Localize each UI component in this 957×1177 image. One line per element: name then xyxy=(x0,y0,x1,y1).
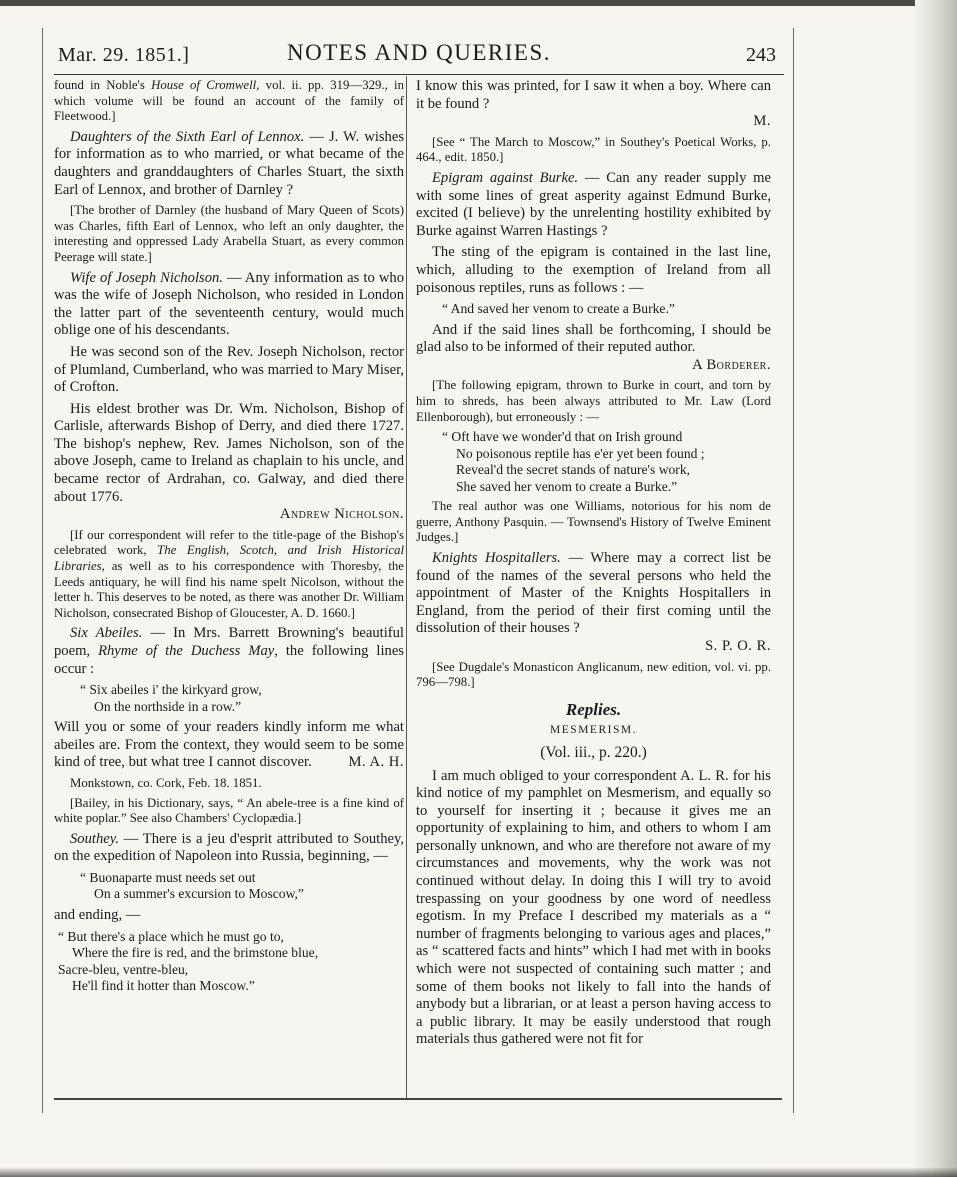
signature-mah: M. A. H. xyxy=(348,754,404,771)
query-southey: Southey. — There is a jeu d'esprit attributed to Southey, on the expedition of Napoleon into Russia, beginning, — xyxy=(54,830,404,865)
page-number: 243 xyxy=(746,44,776,66)
footer-rule xyxy=(54,1098,782,1100)
query-southey-heading: Southey. xyxy=(70,830,120,847)
signature-spor: S. P. O. R. xyxy=(705,637,771,654)
nicholson-eldest: His eldest brother was Dr. Wm. Nicholson, Bishop of Carlisle, afterwards Bishop of Derry, and died there 1727. The bishop's nephew, Rev. James Nicholson, son of the above Joseph, came to Ireland as chaplain to his uncle, and became rector of Ardrahan, co. Galway, and died there about 1776. Andrew Nicholson. xyxy=(54,400,404,523)
note-lennox: [The brother of Darnley (the husband of Mary Queen of Scots) was Charles, fifth Earl of Lennox, who left an only daughter, the interesting and oppressed Lady Arabella Stuart, as every common Peerage will state.] xyxy=(54,203,404,264)
left-column xyxy=(54,78,404,999)
mesmerism-body: I am much obliged to your correspondent A. L. R. for his kind notice of my pamphlet on Mesmerism, and equally so to yourself for inserting it ; because it gives me an opportunity of explaining to him, and others to whom I am personally unknown, and who are therefore not aware of my circumstances and movements, why the work was not continued without delay. In doing this I will try to avoid trespassing on your goodness by one word of needless egotism. In my Preface I described my materials as a “ number of fragments belonging to various ages and places,” as “ scattered facts and hints” which I had met with in books which were not suspected of containing such matter ; and some of them books not likely to fall into the hands of anybody but a librarian, or at least a person having access to a public library. It may be easily understood that rough materials thus gathered were not fit for xyxy=(416,767,771,1048)
query-epigram-heading: Epigram against Burke. xyxy=(432,169,579,186)
page-header xyxy=(54,34,784,75)
southey-printed: I know this was printed, for I saw it when a boy. Where can it be found ? M. xyxy=(416,78,771,130)
scan-edge-top xyxy=(0,0,957,6)
query-abeiles-heading: Six Abeiles. xyxy=(70,625,143,642)
scan-edge-bottom xyxy=(0,1167,957,1177)
note-bailey: [Bailey, in his Dictionary, says, “ An abele-tree is a fine kind of white poplar.” See also Chambers' Cyclopædia.] xyxy=(54,795,404,826)
epigram-author-query: And if the said lines shall be forthcoming, I should be glad also to be informed of their reputed author. A Borderer. xyxy=(416,321,771,373)
scan-edge-right xyxy=(915,0,957,1177)
query-knights-heading: Knights Hospitallers. xyxy=(432,549,561,566)
note-dugdale: [See Dugdale's Monasticon Anglicanum, new edition, vol. vi. pp. 796—798.] xyxy=(416,659,771,690)
verse-abeiles: “ Six abeiles i' the kirkyard grow, On the northside in a row.” xyxy=(80,682,262,714)
signature-andrew-nicholson: Andrew Nicholson. xyxy=(279,506,404,523)
section-heading-replies: Replies. xyxy=(565,699,622,719)
query-lennox: Daughters of the Sixth Earl of Lennox. — J. W. wishes for information as to who married, or what became of the daughters and granddaughters of Charles Stuart, the sixth Earl of Lennox, and brother of Darnley ? xyxy=(54,128,405,198)
query-nicholson-heading: Wife of Joseph Nicholson. xyxy=(70,269,223,286)
right-column xyxy=(416,78,771,1053)
verse-southey-begin: “ Buonaparte must needs set out On a summer's excursion to Moscow,” xyxy=(80,869,304,902)
note-march-moscow: [See “ The March to Moscow,” in Southey's Poetical Works, p. 464., edit. 1850.] xyxy=(416,134,771,165)
article-title-mesmerism: MESMERISM. xyxy=(550,724,637,737)
abeiles-place-date: Monkstown, co. Cork, Feb. 18. 1851. xyxy=(70,775,262,790)
column-divider xyxy=(406,76,407,1100)
verse-williams: “ Oft have we wonder'd that on Irish ground No poisonous reptile has e'er yet been found ; Reveal'd the secret stands of nature's work, She saved her venom to create a Burke.” xyxy=(442,429,705,494)
epigram-sting: The sting of the epigram is contained in the last line, which, alluding to the exemption of Ireland from all poisonous reptiles, runs as follows : — xyxy=(416,244,771,296)
cromwell-note: found in Noble's House of Cromwell, vol. ii. pp. 319—329., in which volume will be found an account of the family of Fleetwood.] xyxy=(54,78,405,124)
query-knights-hospitallers: Knights Hospitallers. — Where may a correct list be found of the names of the several persons who held the appointment of Master of the Knights Hospitallers in England, from the period of their first coming until the dissolution of their houses ? S. P. O. R. xyxy=(416,549,772,654)
note-nicholson: [If our correspondent will refer to the title-page of the Bishop's celebrated work, The English, Scotch, and Irish Historical Libraries, as well as to his correspondence with Thoresby, the Leeds antiquary, he will find his name spelt Nicolson, without the letter h. This deserves to be noted, as there was another Dr. William Nicholson, consecrated Bishop of Gloucester, A. D. 1660.] xyxy=(54,527,404,620)
query-lennox-heading: Daughters of the Sixth Earl of Lennox. xyxy=(70,128,305,145)
verse-burke-line: “ And saved her venom to create a Burke.” xyxy=(442,301,675,317)
volume-reference: (Vol. iii., p. 220.) xyxy=(540,743,647,761)
signature-a-borderer: A Borderer. xyxy=(692,356,771,373)
abeiles-question: Will you or some of your readers kindly inform me what abeiles are. From the context, they would seem to be some kind of tree, but what tree I cannot discover. M. A. H. xyxy=(54,719,404,771)
query-epigram-burke: Epigram against Burke. — Can any reader supply me with some lines of great asperity against Edmund Burke, excited (I believe) by the unrelenting hostility exhibited by Burke against Warren Hastings ? xyxy=(416,169,771,239)
header-title: NOTES AND QUERIES. xyxy=(286,40,552,65)
verse-southey-end: “ But there's a place which he must go to, Where the fire is red, and the brimstone blue, Sacre-bleu, ventre-bleu, He'll find it hotter than Moscow.” xyxy=(58,928,319,994)
nicholson-second-son: He was second son of the Rev. Joseph Nicholson, rector of Plumland, Cumberland, who was married to Mary Miser, of Crofton. xyxy=(54,343,405,396)
header-date: Mar. 29. 1851.] xyxy=(58,44,190,66)
note-williams: [The following epigram, thrown to Burke in court, and torn by him to shreds, has been always attributed to Mr. Law (Lord Ellenborough), but erroneously : — xyxy=(416,378,771,424)
query-abeiles: Six Abeiles. — In Mrs. Barrett Browning's beautiful poem, Rhyme of the Duchess May, the following lines occur : xyxy=(54,625,404,677)
note-williams-author: The real author was one Williams, notorious for his nom de guerre, Anthony Pasquin. — Townsend's History of Twelve Eminent Judges.] xyxy=(416,499,771,545)
query-nicholson: Wife of Joseph Nicholson. — Any information as to who was the wife of Joseph Nicholson, who resided in London the latter part of the seventeenth century, would much oblige one of his descendants. xyxy=(54,269,404,339)
signature-m: M. xyxy=(753,113,771,130)
southey-ending: and ending, — xyxy=(54,906,141,923)
